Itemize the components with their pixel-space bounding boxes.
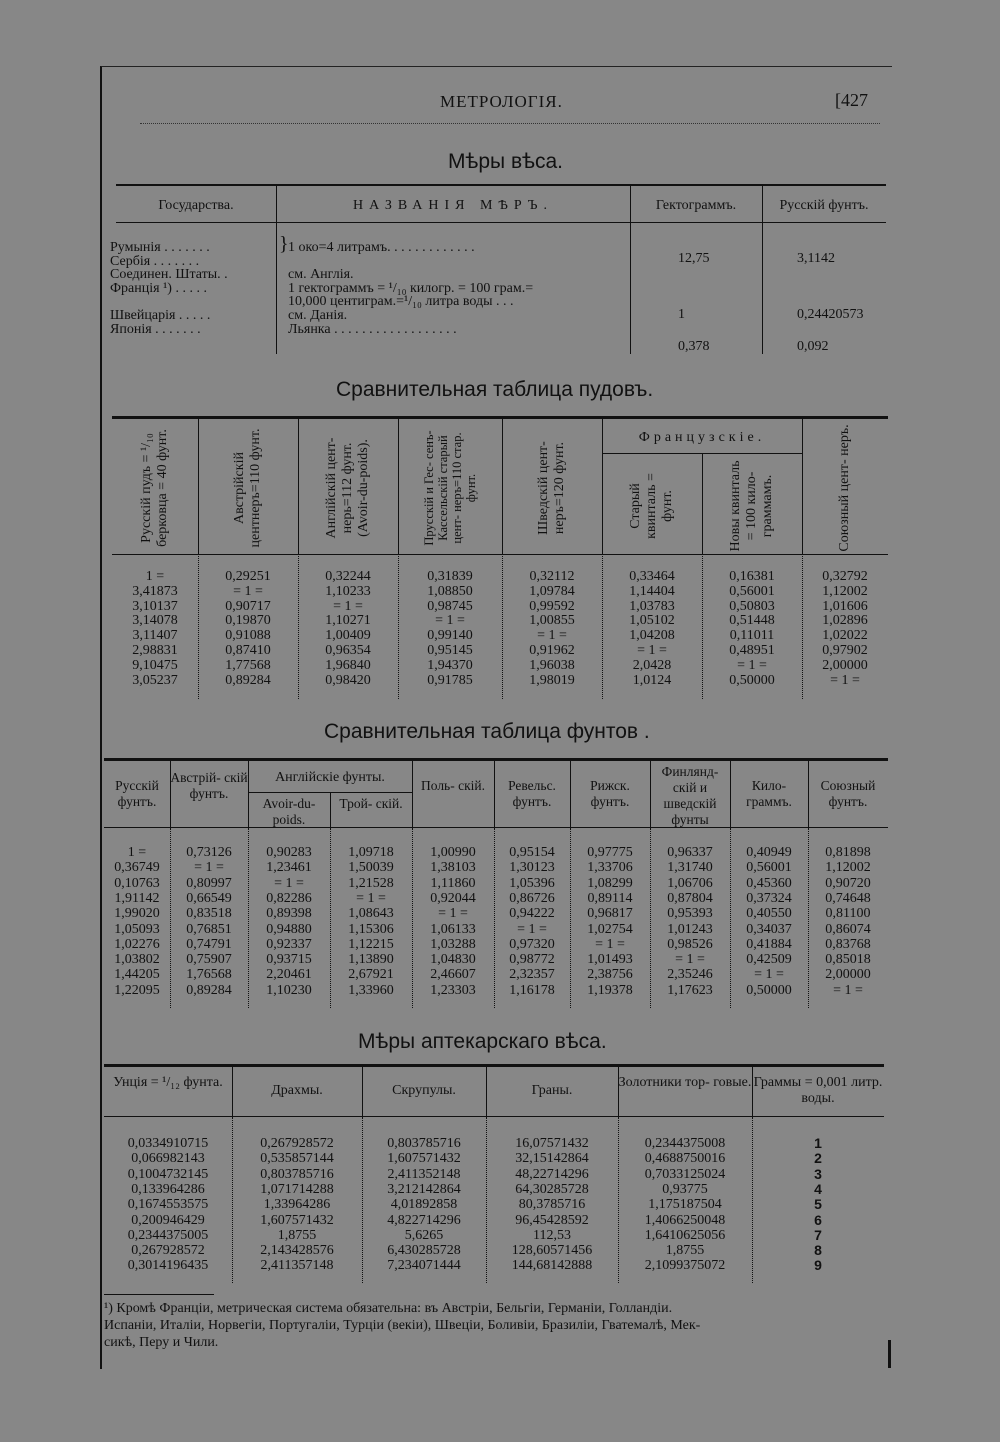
table3-cell: 1,13890 bbox=[348, 952, 394, 968]
table3-cell: = 1 = bbox=[274, 875, 304, 891]
table3-cell: 0,92337 bbox=[266, 936, 312, 952]
table1-measure-name: 1 гектограммъ = ¹/₁₀ килогр. = 100 грам.= bbox=[288, 280, 534, 296]
table2-cell: 1,10233 bbox=[325, 583, 371, 599]
table3-header-9: Союзный фунтъ. bbox=[820, 778, 876, 809]
table2-cell: 0,98420 bbox=[325, 672, 371, 688]
table3-cell: 0,96817 bbox=[587, 906, 633, 922]
table4-header-2: Скрупулы. bbox=[392, 1083, 456, 1098]
table2-cell: 0,99592 bbox=[529, 598, 575, 614]
table3-cell: 0,73126 bbox=[186, 845, 232, 860]
table3-cell: 0,41884 bbox=[746, 936, 792, 952]
table3-cell: 0,40550 bbox=[746, 906, 792, 922]
footnote-line: сикѣ, Перу и Чили. bbox=[104, 1335, 219, 1350]
margin-bar bbox=[888, 1340, 891, 1368]
table2-cell: 1,03783 bbox=[629, 598, 675, 614]
table4-cell: 16,07571432 bbox=[515, 1136, 589, 1151]
table3-cell: 1,21528 bbox=[348, 875, 394, 891]
table3-cell: 1,05093 bbox=[114, 921, 160, 937]
table3-cell: 1,15306 bbox=[348, 921, 394, 937]
table2-cell: 1,02896 bbox=[822, 613, 868, 629]
table4-cell: 9 bbox=[814, 1257, 822, 1274]
table3-cell: 0,82286 bbox=[266, 890, 312, 906]
table4-cell: 2,1099375072 bbox=[644, 1258, 726, 1274]
table2-cell: = 1 = bbox=[435, 613, 465, 629]
table2-cell: 0,97902 bbox=[822, 643, 868, 658]
table4-header-5: Граммы = 0,001 литр. воды. bbox=[753, 1075, 883, 1106]
table4-cell: 64,30285728 bbox=[515, 1181, 589, 1197]
table3-cell: 1,09718 bbox=[348, 845, 394, 860]
table2-header-rule bbox=[112, 554, 888, 555]
table4-cell: 1 bbox=[814, 1135, 822, 1151]
table3-header-0: Русскій фунтъ. bbox=[115, 778, 159, 809]
table3-cell: 1,19378 bbox=[587, 982, 633, 998]
table4-header-1: Драхмы. bbox=[271, 1083, 323, 1098]
table3-cell: 0,89398 bbox=[266, 906, 312, 922]
table4-cell: 144,68142888 bbox=[511, 1258, 593, 1274]
table3-cell: 1,44205 bbox=[114, 967, 160, 983]
table4-cell: 7,234071444 bbox=[387, 1258, 461, 1274]
table4-cell: 96,45428592 bbox=[515, 1212, 589, 1228]
table3-cell: = 1 = bbox=[595, 936, 625, 952]
table2-cell: 1,00409 bbox=[325, 628, 371, 644]
table3-cell: 1,23303 bbox=[430, 982, 476, 998]
table3-cell: 0,36749 bbox=[114, 860, 160, 876]
running-header bbox=[100, 92, 890, 116]
table4-cell: 3 bbox=[814, 1165, 822, 1182]
table4-cell: 0,2344375008 bbox=[644, 1136, 726, 1151]
table3-cell: 0,89114 bbox=[587, 890, 633, 906]
table4-cell: 7 bbox=[814, 1226, 822, 1243]
table3-cell: 1,02276 bbox=[114, 936, 160, 952]
table2-cell: 3,41873 bbox=[132, 583, 178, 599]
table4-cell: 0,803785716 bbox=[387, 1136, 461, 1151]
table3-title: Сравнительная таблица фунтов . bbox=[324, 720, 650, 743]
table3-cell: 0,75907 bbox=[186, 952, 232, 968]
table1-hecto-value: 12,75 bbox=[678, 251, 710, 266]
table4-cell: 1,607571432 bbox=[387, 1151, 461, 1167]
table3-top-rule bbox=[104, 758, 888, 761]
table1-rus-value: 0,092 bbox=[797, 339, 829, 354]
table3-cell: 1,16178 bbox=[509, 982, 555, 998]
table3-cell: 1,06133 bbox=[430, 921, 476, 937]
table3-cell: 1,12215 bbox=[348, 936, 394, 952]
table2-header-6: Новы квинталь = 100 кило- граммамъ. bbox=[728, 460, 775, 552]
table1-state: Швейцарія . . . . . bbox=[110, 308, 211, 323]
table3-cell: 1,08299 bbox=[587, 875, 633, 891]
table2-cell: 0,91088 bbox=[225, 628, 271, 644]
table2-cell: 3,14078 bbox=[132, 613, 178, 629]
table2-header-4: Шведскій цент- неръ=120 фунт. bbox=[536, 441, 567, 535]
table1-measure-name: Льянка . . . . . . . . . . . . . . . . . . bbox=[288, 321, 457, 337]
header-ornament-rule bbox=[140, 118, 880, 124]
table2-french-group: Французскіе. bbox=[638, 430, 766, 445]
table4-cell: 5 bbox=[814, 1196, 822, 1213]
table2-cell: = 1 = bbox=[637, 643, 667, 658]
table2-cell: 0,91962 bbox=[529, 643, 575, 658]
table2-cell: 1,14404 bbox=[629, 583, 675, 599]
table2-header-7: Союзный цент- неръ. bbox=[837, 424, 852, 552]
table3-header-5: Ревельс. фунтъ. bbox=[508, 778, 556, 809]
table3-cell: 0,76851 bbox=[186, 921, 232, 937]
table4-cell: 0,066982143 bbox=[131, 1151, 205, 1167]
table4-cell: 6,430285728 bbox=[387, 1243, 461, 1259]
table3-cell: 0,10763 bbox=[114, 875, 160, 891]
table2-cell: 1,09784 bbox=[529, 583, 575, 599]
table3-cell: = 1 = bbox=[675, 952, 705, 968]
table2-header-2: Англійскій цент- нерь=112 фунт. (Avoir-du-poids). bbox=[324, 437, 371, 539]
table3-cell: 0,92044 bbox=[430, 890, 476, 906]
table3-cell: 2,32357 bbox=[509, 967, 555, 983]
table3-vline bbox=[412, 761, 413, 827]
table4-cell: 0,1674553575 bbox=[127, 1197, 209, 1213]
table3-cell: 0,83518 bbox=[186, 906, 232, 922]
table4-cell: 5,6265 bbox=[404, 1227, 444, 1243]
table1-state: Сербія . . . . . . . bbox=[110, 253, 200, 269]
table3-cell: 0,98772 bbox=[509, 952, 555, 968]
table2-cell: 1,04208 bbox=[629, 628, 675, 644]
table1-header-names: НАЗВАНІЯ МѢРЪ. bbox=[352, 198, 554, 213]
table2-cell: 0,96354 bbox=[325, 643, 371, 658]
table3-cell: 0,34037 bbox=[746, 921, 792, 937]
table3-cell: 0,93715 bbox=[266, 952, 312, 968]
table4-cell: 1,175187504 bbox=[648, 1197, 722, 1213]
table2-cell: 0,50000 bbox=[729, 672, 775, 688]
table3-header-8: Кило- граммъ. bbox=[746, 778, 792, 809]
table2-cell: 1,10271 bbox=[325, 613, 371, 629]
table1-header-rule bbox=[116, 222, 886, 223]
table3-cell: 1,03802 bbox=[114, 952, 160, 968]
table2-cell: 0,50803 bbox=[729, 598, 775, 614]
table1-state: Японія . . . . . . . bbox=[110, 321, 201, 337]
table4-cell: 0,267928572 bbox=[260, 1136, 334, 1151]
table3-cell: 0,40949 bbox=[746, 845, 792, 860]
table1-state: Румынія . . . . . . . bbox=[110, 240, 210, 255]
table3-cell: 0,56001 bbox=[746, 860, 792, 876]
table1-header-states: Государства. bbox=[158, 198, 234, 213]
table3-cell: = 1 = bbox=[356, 890, 386, 906]
table4-cell: 48,22714296 bbox=[515, 1166, 589, 1182]
table4-cell: 1,8755 bbox=[665, 1243, 705, 1259]
table3-cell: 1,99020 bbox=[114, 906, 160, 922]
table2-cell: 0,98745 bbox=[427, 598, 473, 614]
table1-top-rule bbox=[116, 184, 886, 186]
table2-cell: 2,98831 bbox=[132, 643, 178, 658]
table2-cell: 0,87410 bbox=[225, 643, 271, 658]
table3-cell: 0,94880 bbox=[266, 921, 312, 937]
table1-header-hecto: Гектограммъ. bbox=[655, 198, 737, 213]
table3-cell: 1 = bbox=[127, 845, 147, 860]
table3-cell: = 1 = bbox=[194, 860, 224, 876]
table1-header-rusfunt: Русскій фунтъ. bbox=[779, 198, 869, 213]
table2-cell: 0,95145 bbox=[427, 643, 473, 658]
table4-cell: 4,01892858 bbox=[390, 1197, 458, 1213]
table3-cell: 0,85018 bbox=[825, 952, 871, 968]
table3-cell: 1,31740 bbox=[667, 860, 713, 876]
table3-cell: 0,37324 bbox=[746, 890, 792, 906]
table2-cell: 1,98019 bbox=[529, 672, 575, 688]
table2-cell: 0,56001 bbox=[729, 583, 775, 599]
table2-cell: 1,0124 bbox=[632, 672, 672, 688]
table2-cell: 0,19870 bbox=[225, 613, 271, 629]
table1-rus-value: 0,24420573 bbox=[797, 307, 864, 322]
table4-cell: 0,7033125024 bbox=[644, 1166, 726, 1182]
table1-hecto-value: 1 bbox=[678, 307, 685, 322]
table2-cell: 0,91785 bbox=[427, 672, 473, 688]
table2-cell: 0,29251 bbox=[225, 569, 271, 584]
table4-cell: 4 bbox=[814, 1180, 822, 1197]
table3-header-3: Трой- скій. bbox=[339, 796, 403, 811]
table4-cell: 6 bbox=[814, 1211, 822, 1228]
table2-cell: 0,99140 bbox=[427, 628, 473, 644]
table2-cell: 0,90717 bbox=[225, 598, 271, 614]
table3-header-6: Рижск. фунтъ. bbox=[590, 778, 630, 809]
table2-cell: 0,48951 bbox=[729, 643, 775, 658]
table3-cell: 1,17623 bbox=[667, 982, 713, 998]
table4-cell: 0,200946429 bbox=[131, 1212, 205, 1228]
table3-header-7: Финлянд- скій и шведскій фунты bbox=[661, 764, 719, 827]
table3-cell: 1,08643 bbox=[348, 906, 394, 922]
table4-cell: 0,535857144 bbox=[260, 1151, 334, 1167]
footnote-rule bbox=[104, 1294, 214, 1295]
table3-cell: 1,23461 bbox=[266, 860, 312, 876]
table3-cell: 1,76568 bbox=[186, 967, 232, 983]
table3-cell: 1,12002 bbox=[825, 860, 871, 876]
table4-cell: 1,8755 bbox=[277, 1227, 317, 1243]
table3-cell: 0,81100 bbox=[825, 906, 871, 922]
table3-header-2: Avoir-du- poids. bbox=[262, 796, 316, 827]
table4-cell: 1,6410625056 bbox=[644, 1227, 726, 1243]
table2-cell: 1,96840 bbox=[325, 657, 371, 673]
table1-title: Мѣры вѣса. bbox=[448, 150, 564, 173]
table3-cell: 1,06706 bbox=[667, 875, 713, 891]
table1-measure-name: см. Англія. bbox=[288, 267, 354, 283]
table1-state: Соединен. Штаты. . bbox=[110, 267, 228, 283]
table1-rus-value: 3,1142 bbox=[797, 251, 835, 266]
table3-cell: 2,38756 bbox=[587, 967, 633, 983]
table3-cell: 0,90720 bbox=[825, 875, 871, 891]
table4-cell: 0,2344375005 bbox=[127, 1227, 209, 1243]
table4-header-3: Граны. bbox=[531, 1083, 573, 1098]
table2-cell: 0,33464 bbox=[629, 569, 675, 584]
table2-cell: 0,32792 bbox=[822, 569, 868, 584]
table4-cell: 1,071714288 bbox=[260, 1181, 334, 1197]
table2-cell: = 1 = bbox=[737, 657, 767, 673]
table4-cell: 1,607571432 bbox=[260, 1212, 334, 1228]
table3-cell: 0,83768 bbox=[825, 936, 871, 952]
table4-cell: 0,4688750016 bbox=[644, 1151, 726, 1167]
table4-cell: 2,143428576 bbox=[260, 1243, 334, 1259]
table2-cell: 1,77568 bbox=[225, 657, 271, 673]
table3-cell: 1,02754 bbox=[587, 921, 633, 937]
table1-measure-name: 1 око=4 литрамъ. . . . . . . . . . . . . bbox=[288, 240, 475, 255]
table2-cell: 3,10137 bbox=[132, 598, 178, 614]
table2-cell: 0,32112 bbox=[529, 569, 575, 584]
table4-cell: 112,53 bbox=[533, 1227, 571, 1243]
table4-title: Мѣры аптекарскаго вѣса. bbox=[358, 1030, 607, 1053]
table3-cell: = 1 = bbox=[754, 967, 784, 983]
table2-cell: 1 = bbox=[145, 569, 165, 584]
table3-cell: 0,74791 bbox=[186, 936, 232, 952]
running-title: МЕТРОЛОГІЯ. bbox=[440, 92, 563, 111]
table3-cell: 0,74648 bbox=[825, 890, 871, 906]
table2-top-rule bbox=[112, 416, 888, 419]
table3-cell: 1,00990 bbox=[430, 845, 476, 860]
table3-cell: 0,97320 bbox=[509, 936, 555, 952]
table1-hecto-value: 0,378 bbox=[678, 339, 710, 354]
table3-cell: 0,80997 bbox=[186, 875, 232, 891]
table3-cell: 1,22095 bbox=[114, 982, 160, 998]
table4-cell: 128,60571456 bbox=[511, 1243, 593, 1259]
table3-cell: 1,04830 bbox=[430, 952, 476, 968]
table2-cell: 1,01606 bbox=[822, 598, 868, 614]
table2-cell: 1,08850 bbox=[427, 583, 473, 599]
table4-cell: 80,3785716 bbox=[518, 1197, 586, 1213]
table4-cell: 0,803785716 bbox=[260, 1166, 334, 1182]
table3-cell: 1,10230 bbox=[266, 982, 312, 998]
table3-cell: 0,97775 bbox=[587, 845, 633, 860]
table4-top-rule bbox=[104, 1064, 884, 1067]
table3-header-rule bbox=[104, 827, 888, 828]
table3-cell: 0,86074 bbox=[825, 921, 871, 937]
table4-cell: 3,212142864 bbox=[387, 1181, 461, 1197]
table3-cell: 0,81898 bbox=[825, 845, 871, 860]
table2-header-3: Прусскій и Гес- сенъ-Кассельскій старый цент- неръ=110 стар. фунт. bbox=[422, 430, 478, 546]
table3-cell: 0,89284 bbox=[186, 982, 232, 998]
table3-cell: = 1 = bbox=[833, 982, 863, 998]
table4-cell: 0,3014196435 bbox=[127, 1258, 209, 1274]
table2-cell: 0,16381 bbox=[729, 569, 775, 584]
table2-header-0: Русскій пудъ = ¹/₁₀ берковца = 40 фунт. bbox=[139, 429, 170, 547]
table3-header-1: Австрій- скій фунтъ. bbox=[170, 770, 248, 801]
table2-header-1: Австрійскій центнеръ=110 фунт. bbox=[232, 428, 263, 548]
table4-cell: 2 bbox=[814, 1150, 822, 1167]
table2-cell: 0,11011 bbox=[729, 628, 775, 644]
table2-cell: 1,00855 bbox=[529, 613, 575, 629]
table4-cell: 2,411352148 bbox=[387, 1166, 461, 1182]
table3-cell: 2,67921 bbox=[348, 967, 394, 983]
footnote-line: ¹) Кромѣ Франціи, метрическая система обязательна: въ Австріи, Бельгіи, Германіи, Голландіи. bbox=[104, 1301, 673, 1316]
table3-cell: 1,91142 bbox=[114, 890, 160, 906]
table2-cell: 1,12002 bbox=[822, 583, 868, 599]
table3-cell: 1,50039 bbox=[348, 860, 394, 876]
table2-cell: 0,32244 bbox=[325, 569, 371, 584]
table2-cell: = 1 = bbox=[830, 672, 860, 688]
table3-cell: 2,46607 bbox=[430, 967, 476, 983]
table2-cell: 1,94370 bbox=[427, 657, 473, 673]
table2-cell: 3,11407 bbox=[132, 628, 178, 644]
table4-cell: 1,4066250048 bbox=[644, 1212, 726, 1228]
table3-cell: 1,30123 bbox=[509, 860, 555, 876]
table2-header-5: Старый квинталь = фунт. bbox=[628, 473, 675, 539]
page-number: [427 bbox=[835, 90, 868, 110]
table3-cell: 2,20461 bbox=[266, 967, 312, 983]
table2-cell: 2,0428 bbox=[632, 657, 672, 673]
table3-cell: 0,96337 bbox=[667, 845, 713, 860]
footnote-line: Испаніи, Италіи, Норвегіи, Португаліи, Турціи (векіи), Швеціи, Боливіи, Бразиліи, Гватемалѣ, Мек- bbox=[104, 1318, 701, 1333]
table4-header-rule bbox=[104, 1116, 884, 1117]
table2-cell: 1,96038 bbox=[529, 657, 575, 673]
table2-title: Сравнительная таблица пудовъ. bbox=[336, 378, 654, 401]
table3-cell: 0,42509 bbox=[746, 952, 792, 968]
table3-cell: 1,05396 bbox=[509, 875, 555, 891]
table2-cell: 0,51448 bbox=[729, 613, 775, 629]
table3-cell: 0,86726 bbox=[509, 890, 555, 906]
table3-cell: 0,45360 bbox=[746, 875, 792, 891]
table3-cell: 2,00000 bbox=[825, 967, 871, 983]
table3-cell: 0,66549 bbox=[186, 890, 232, 906]
table3-cell: 1,33960 bbox=[348, 982, 394, 998]
table3-cell: 1,03288 bbox=[430, 936, 476, 952]
table2-cell: = 1 = bbox=[333, 598, 363, 614]
table3-cell: 1,11860 bbox=[430, 875, 476, 891]
table3-cell: 1,01243 bbox=[667, 921, 713, 937]
table3-cell: 0,87804 bbox=[667, 890, 713, 906]
table2-cell: 1,05102 bbox=[629, 613, 675, 629]
table4-header-0: Унція = ¹/₁₂ фунта. bbox=[113, 1075, 223, 1090]
table4-cell: 8 bbox=[814, 1242, 822, 1259]
table2-cell: 0,31839 bbox=[427, 569, 473, 584]
table3-cell: 1,33706 bbox=[587, 860, 633, 876]
table4-cell: 1,33964286 bbox=[263, 1197, 331, 1213]
table4-cell: 0,267928572 bbox=[131, 1243, 205, 1259]
table2-cell: 1,02022 bbox=[822, 628, 868, 644]
table3-cell: = 1 = bbox=[438, 906, 468, 922]
brace-icon: } bbox=[279, 233, 289, 255]
table4-cell: 4,822714296 bbox=[387, 1212, 461, 1228]
table3-cell: 0,95393 bbox=[667, 906, 713, 922]
table4-cell: 0,133964286 bbox=[131, 1181, 205, 1197]
table1-state: Франція ¹) . . . . . bbox=[110, 280, 207, 296]
table2-cell: 9,10475 bbox=[132, 657, 178, 673]
table3-cell: 0,90283 bbox=[266, 845, 312, 860]
table4-header-4: Золотники тор- говые. bbox=[618, 1075, 752, 1090]
table3-cell: = 1 = bbox=[517, 921, 547, 937]
table4-cell: 2,411357148 bbox=[260, 1258, 334, 1274]
table3-cell: 0,50000 bbox=[746, 982, 792, 998]
table3-english-group: Англійскіе фунты. bbox=[275, 770, 385, 785]
table3-cell: 2,35246 bbox=[667, 967, 713, 983]
table2-cell: 0,89284 bbox=[225, 672, 271, 688]
table3-header-4: Поль- скій. bbox=[421, 778, 485, 793]
table4-cell: 0,0334910715 bbox=[127, 1136, 209, 1151]
table2-cell: = 1 = bbox=[537, 628, 567, 644]
table4-cell: 32,15142864 bbox=[515, 1151, 589, 1167]
table1-measure-name: см. Данія. bbox=[288, 308, 348, 323]
table3-cell: 1,38103 bbox=[430, 860, 476, 876]
table2-cell: 3,05237 bbox=[132, 672, 178, 688]
table2-cell: 2,00000 bbox=[822, 657, 868, 673]
table3-cell: 0,95154 bbox=[509, 845, 555, 860]
footnote bbox=[104, 1300, 894, 1351]
table3-cell: 1,01493 bbox=[587, 952, 633, 968]
table2-cell: = 1 = bbox=[233, 583, 263, 599]
table1-measure-name: 10,000 центиграм.=¹/₁₀ литра воды . . . bbox=[288, 294, 514, 310]
table4-cell: 0,1004732145 bbox=[127, 1166, 209, 1182]
table3-cell: 0,94222 bbox=[509, 906, 555, 922]
table3-cell: 0,98526 bbox=[667, 936, 713, 952]
table4-cell: 0,93775 bbox=[662, 1181, 708, 1197]
